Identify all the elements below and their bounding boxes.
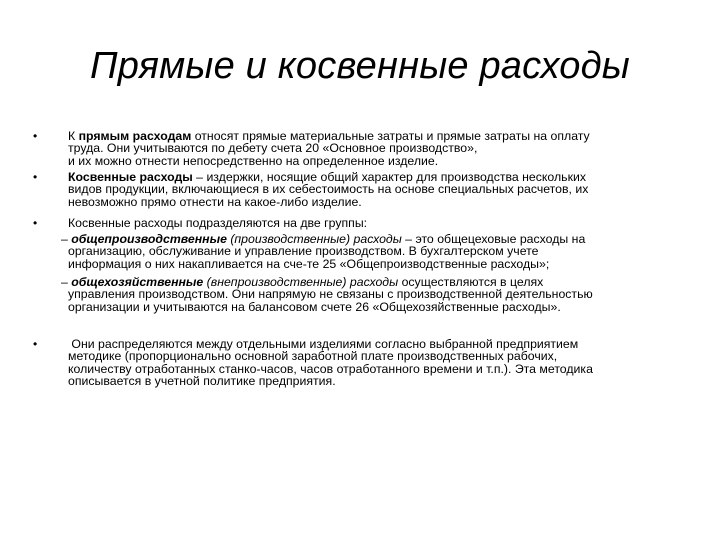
text-run: К <box>68 129 79 143</box>
slide-title: Прямые и косвенные расходы <box>90 45 630 87</box>
term-production-overhead: общепроизводственные <box>71 232 227 246</box>
term-production-note: (производственные) расходы <box>226 232 402 246</box>
paragraph-allocation <box>68 338 692 388</box>
paragraph-line: описывается в учетной политике предприятия. <box>68 374 336 389</box>
term-general-note: (внепроизводственные) расходы <box>203 275 399 289</box>
paragraph-direct-costs <box>68 130 692 167</box>
paragraph-groups <box>68 217 692 229</box>
paragraph-line: организацию, обслуживание и управление производством. В бухгалтерском учете <box>68 244 539 259</box>
term-general-expenses: общехозяйственные <box>71 275 204 289</box>
text-run: относят прямые материальные затраты и прямые затраты на оплату <box>191 129 590 143</box>
dash-marker: – <box>61 275 72 289</box>
paragraph-line: методике (пропорционально основной заработной плате производственных рабочих, <box>68 349 558 364</box>
paragraph-line: труда. Они учитываются по дебету счета 20 «Основное производство», <box>68 141 478 156</box>
paragraph-line: Косвенные расходы подразделяются на две группы: <box>68 216 368 230</box>
subparagraph-general <box>61 276 691 313</box>
dash-marker: – <box>61 232 72 246</box>
paragraph-line: Они распределяются между отдельными изделиями согласно выбранной предприятием <box>68 337 579 351</box>
paragraph-line: и их можно отнести непосредственно на определенное изделие. <box>68 153 439 168</box>
paragraph-line: невозможно прямо отнести на какое-либо изделие. <box>68 194 362 209</box>
paragraph-line: организации и учитываются на балансовом счете 26 «Общехозяйственные расходы». <box>68 299 561 314</box>
term-indirect-costs: Косвенные расходы <box>68 170 193 184</box>
bullet-icon: • <box>33 337 38 351</box>
paragraph-line: видов продукции, включающиеся в их себестоимость на основе специальных расчетов, их <box>68 182 589 197</box>
text-run: осуществляются в целях <box>398 275 544 289</box>
subparagraph-overhead <box>61 233 691 270</box>
term-direct-costs: прямым расходам <box>78 129 192 143</box>
paragraph-line: управления производством. Они напрямую не связаны с производственной деятельностью <box>68 287 593 302</box>
paragraph-line: информация о них накапливается на сче-те 25 «Общепроизводственные расходы»; <box>68 256 550 271</box>
bullet-icon: • <box>33 129 38 143</box>
bullet-icon: • <box>33 170 38 184</box>
text-run: – это общецеховые расходы на <box>401 232 586 246</box>
bullet-icon: • <box>33 216 38 230</box>
paragraph-indirect-costs <box>68 171 692 208</box>
text-run: – издержки, носящие общий характер для производства нескольких <box>192 170 586 184</box>
paragraph-line: количеству отработанных станко-часов, часов отработанного времени и т.п.). Эта методика <box>68 361 593 376</box>
